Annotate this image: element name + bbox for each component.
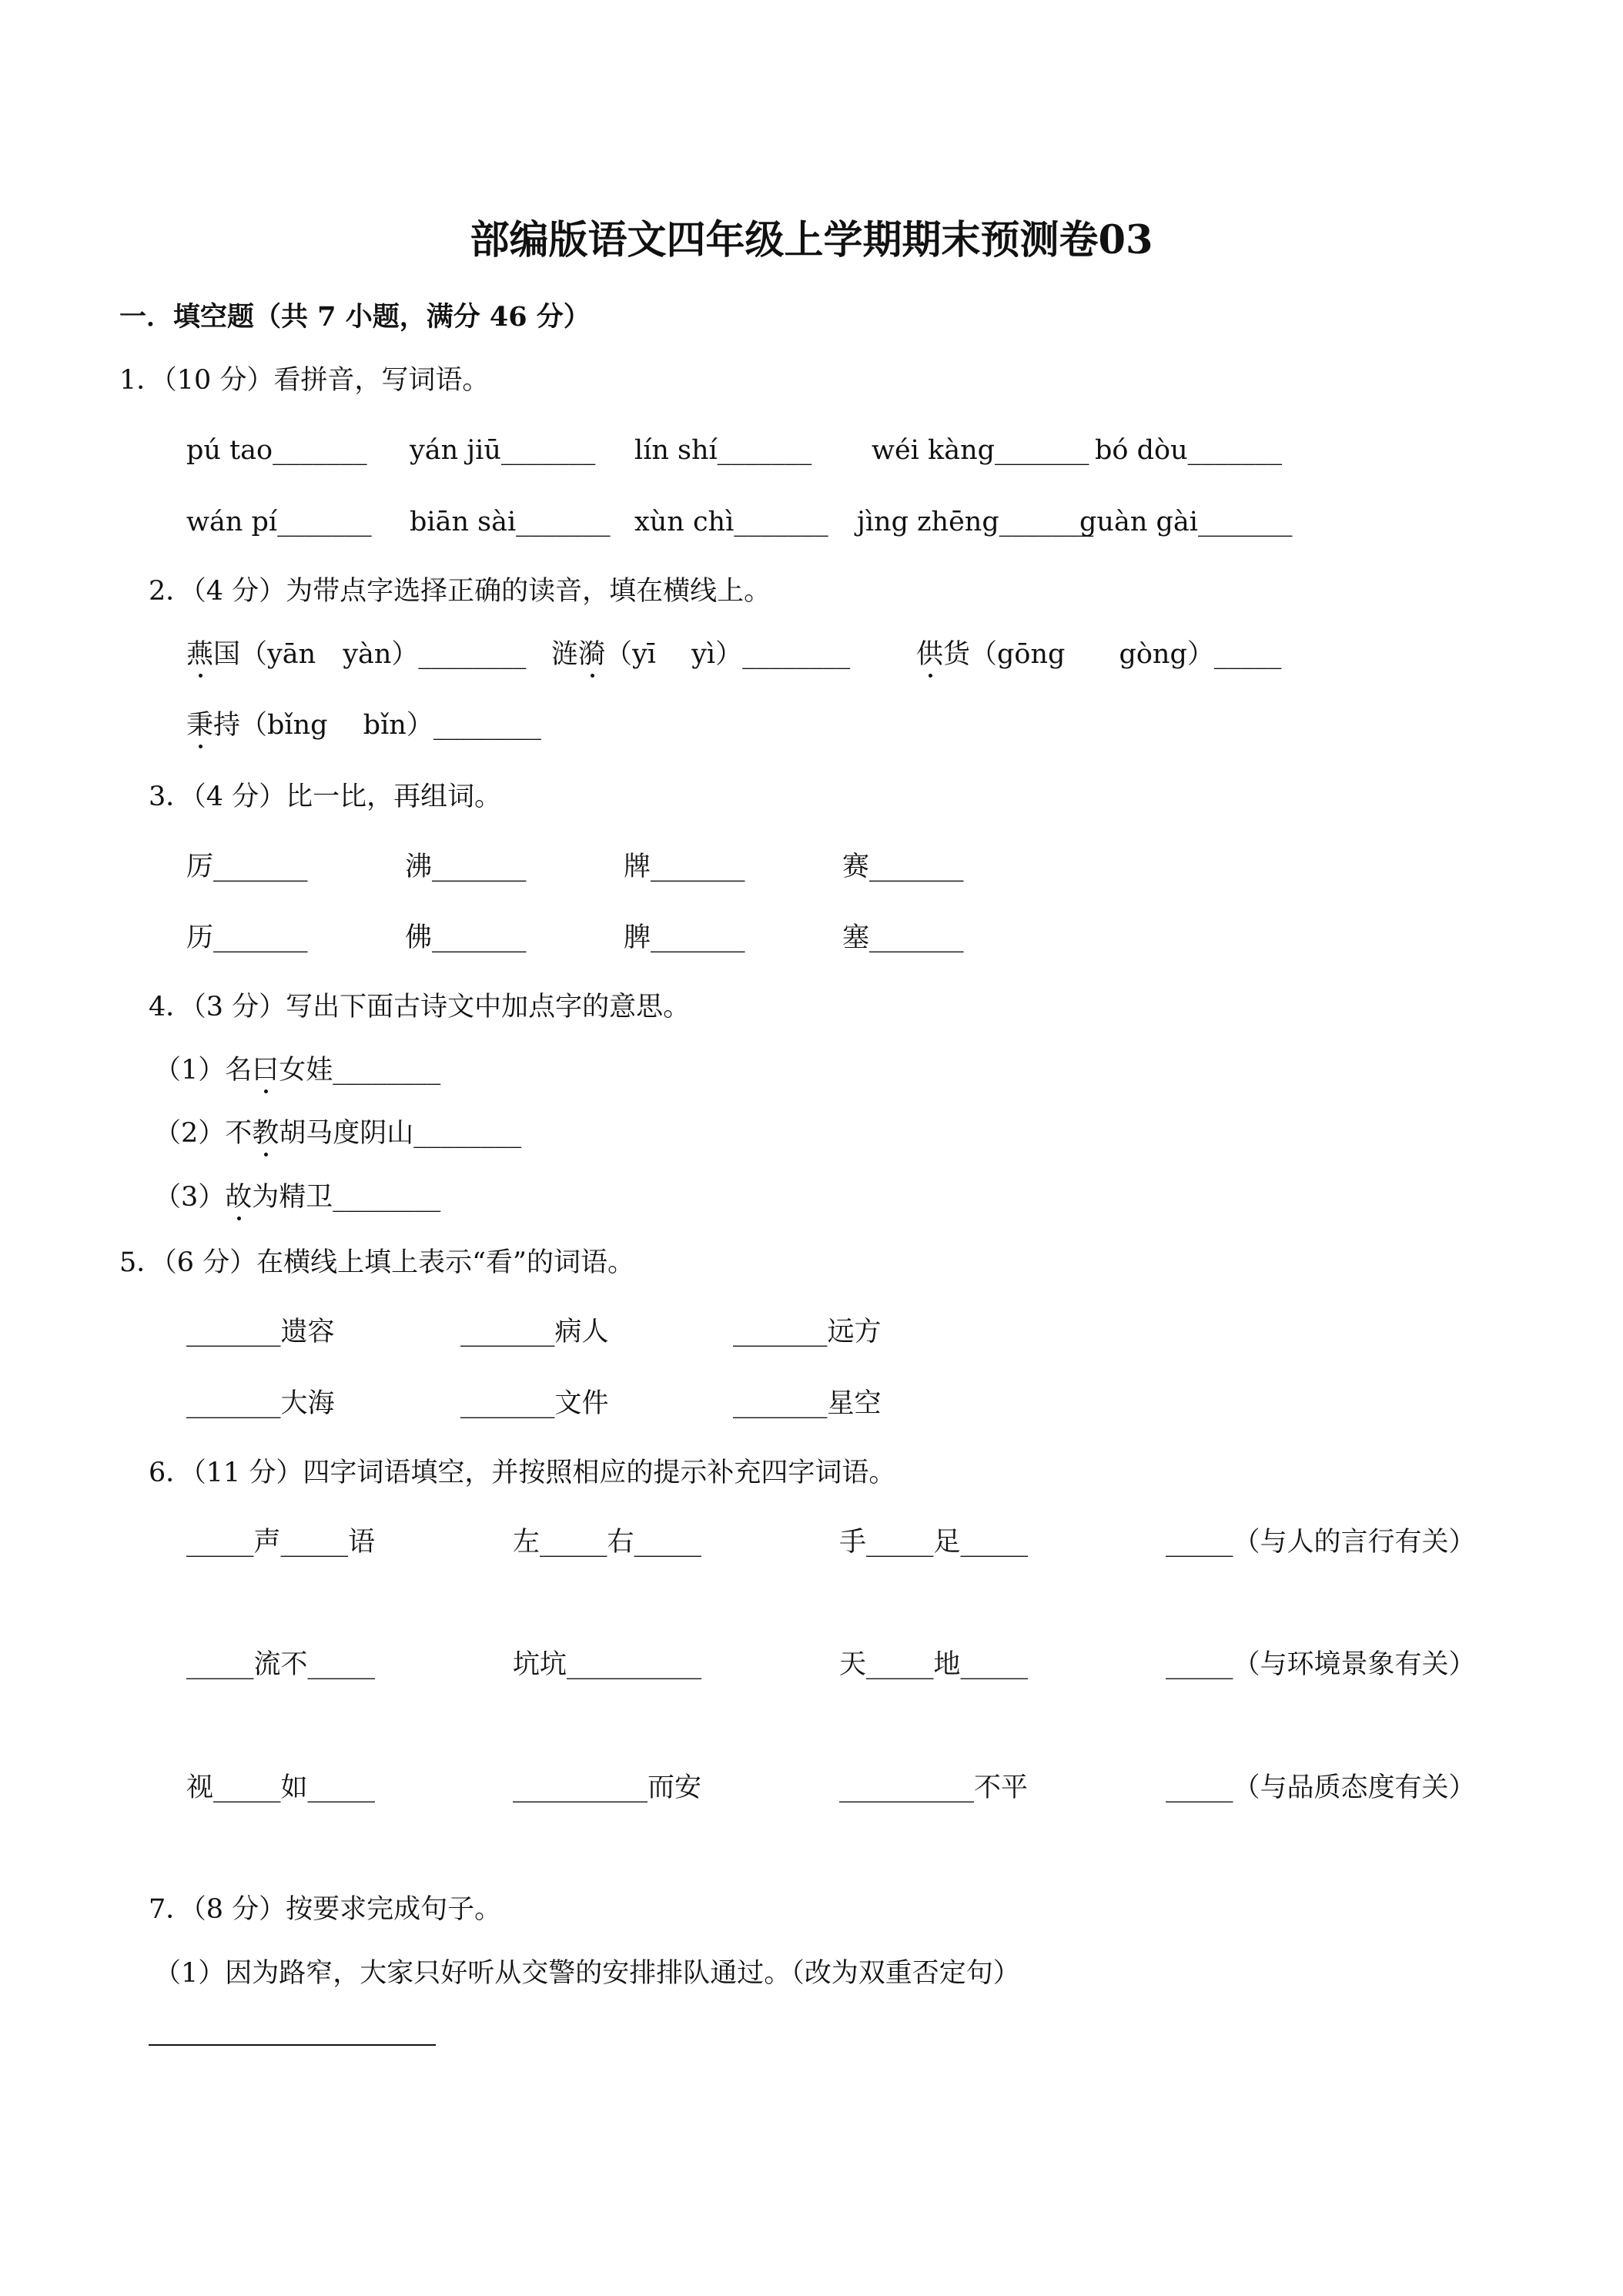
pinyin-blank[interactable]: bó dòu_______ [1095,435,1283,466]
word-blank[interactable]: 牌_______ [624,852,745,882]
sentence-task: （1）因为路窄，大家只好听从交警的安排排队通过。（改为双重否定句） [154,1958,1020,1989]
idiom-blank[interactable]: 手_____足_____ [839,1527,1029,1558]
look-word-blank[interactable]: _______文件 [460,1388,609,1419]
meaning-blank[interactable]: （1）名曰女娃________ [154,1055,441,1086]
word-blank[interactable]: 塞_______ [842,922,964,953]
word-blank[interactable]: 佛_______ [405,922,527,953]
word-blank[interactable]: 历_______ [186,922,308,953]
page-title: 部编版语文四年级上学期期末预测卷03 [470,217,1153,263]
word-blank[interactable]: 赛_______ [842,852,964,882]
word-blank[interactable]: 厉_______ [186,852,308,882]
question-4-stem: 4．（3 分）写出下面古诗文中加点字的意思。 [149,992,691,1022]
reading-choice[interactable]: 供货（gōng gòng）_____ [916,639,1282,670]
answer-line[interactable] [149,2044,436,2046]
idiom-blank[interactable]: 视_____如_____ [186,1772,376,1803]
idiom-blank[interactable]: _____流不_____ [186,1649,376,1680]
idiom-blank[interactable]: _____（与人的言行有关） [1166,1527,1476,1558]
question-5-stem: 5．（6 分）在横线上填上表示“看”的词语。 [119,1247,634,1278]
question-6-stem: 6．（11 分）四字词语填空，并按照相应的提示补充四字词语。 [149,1458,896,1488]
reading-choice[interactable]: 涟漪（yī yì）________ [551,639,851,670]
idiom-blank[interactable]: _____（与环境景象有关） [1166,1649,1476,1680]
idiom-blank[interactable]: 坑坑__________ [513,1649,702,1680]
pinyin-blank[interactable]: xùn chì_______ [634,507,828,537]
reading-choice[interactable]: 秉持（bǐng bǐn）________ [186,710,541,741]
question-3-stem: 3．（4 分）比一比，再组词。 [149,782,502,812]
idiom-blank[interactable]: _____声_____语 [186,1527,376,1558]
word-blank[interactable]: 沸_______ [405,852,527,882]
question-1-stem: 1．（10 分）看拼音，写词语。 [119,365,490,396]
meaning-blank[interactable]: （3）故为精卫________ [154,1182,441,1213]
section-heading: 一．填空题（共 7 小题，满分 46 分） [119,301,591,333]
pinyin-blank[interactable]: guàn gài_______ [1079,507,1293,537]
idiom-blank[interactable]: 左_____右_____ [513,1527,702,1558]
idiom-blank[interactable]: __________而安 [513,1772,702,1803]
look-word-blank[interactable]: _______大海 [186,1388,335,1419]
pinyin-blank[interactable]: pú tao_______ [186,435,367,466]
look-word-blank[interactable]: _______遗容 [186,1317,335,1347]
pinyin-blank[interactable]: lín shí_______ [634,435,812,466]
question-2-stem: 2．（4 分）为带点字选择正确的读音，填在横线上。 [149,576,771,607]
meaning-blank[interactable]: （2）不教胡马度阴山________ [154,1118,522,1149]
idiom-blank[interactable]: 天_____地_____ [839,1649,1029,1680]
look-word-blank[interactable]: _______远方 [733,1317,882,1347]
pinyin-blank[interactable]: yán jiū_______ [410,435,596,466]
pinyin-blank[interactable]: biān sài_______ [410,507,611,537]
word-blank[interactable]: 脾_______ [624,922,745,953]
look-word-blank[interactable]: _______星空 [733,1388,882,1419]
idiom-blank[interactable]: __________不平 [839,1772,1029,1803]
reading-choice[interactable]: 燕国（yān yàn）________ [186,639,527,670]
pinyin-blank[interactable]: wéi kàng_______ [872,435,1089,466]
look-word-blank[interactable]: _______病人 [460,1317,609,1347]
pinyin-blank[interactable]: wán pí_______ [186,507,372,537]
pinyin-blank[interactable]: jìng zhēng_______ [857,507,1094,537]
question-7-stem: 7．（8 分）按要求完成句子。 [149,1894,502,1925]
idiom-blank[interactable]: _____（与品质态度有关） [1166,1772,1476,1803]
